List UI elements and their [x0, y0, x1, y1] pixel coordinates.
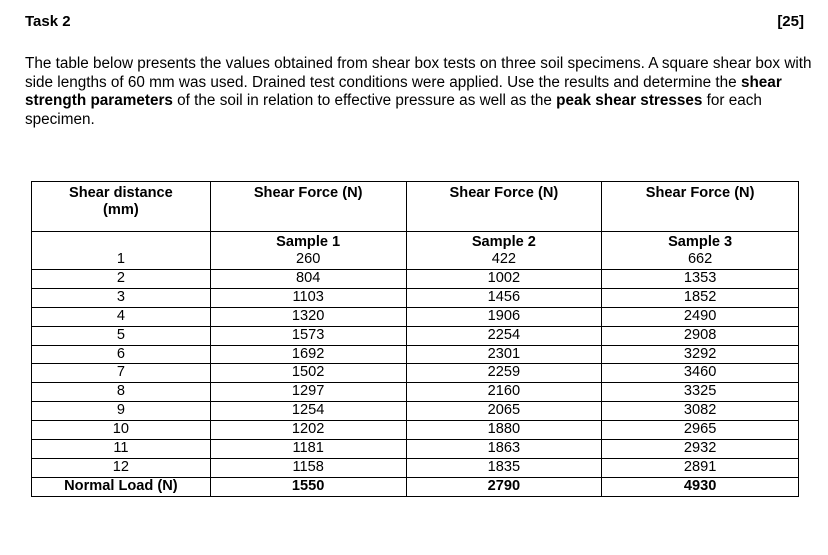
shear-force-cell: 1158	[210, 458, 406, 477]
task-marks: [25]	[777, 13, 804, 30]
table-row	[32, 421, 799, 440]
header-shear-distance-line1: Shear distance	[68, 185, 173, 201]
intro-bold-2: peak shear stresses	[556, 92, 703, 109]
shear-force-cell: 1906	[406, 307, 602, 326]
sample-label-2: Sample 2	[406, 232, 602, 252]
shear-distance-cell: 2	[32, 269, 211, 288]
shear-force-cell: 2932	[602, 440, 799, 459]
shear-force-cell: 1692	[210, 345, 406, 364]
shear-force-cell: 2965	[602, 421, 799, 440]
intro-text-3: for each specimen.	[25, 92, 762, 128]
shear-force-cell: 2301	[406, 345, 602, 364]
shear-force-cell: 2160	[406, 383, 602, 402]
shear-force-cell: 2065	[406, 402, 602, 421]
shear-force-cell: 3325	[602, 383, 799, 402]
shear-distance-cell: 10	[32, 421, 211, 440]
table-row	[32, 307, 799, 326]
shear-force-cell: 1863	[406, 440, 602, 459]
sample-label-3: Sample 3	[602, 232, 799, 252]
normal-load-value: 1550	[210, 477, 406, 496]
shear-force-cell: 3082	[602, 402, 799, 421]
shear-force-cell: 1002	[406, 269, 602, 288]
intro-text-2: of the soil in relation to effective pressure as well as the	[172, 92, 557, 109]
shear-distance-cell: 3	[32, 288, 211, 307]
shear-distance-cell: 6	[32, 345, 211, 364]
shear-force-cell: 2908	[602, 326, 799, 345]
shear-force-cell: 804	[210, 269, 406, 288]
shear-distance-cell: 9	[32, 402, 211, 421]
shear-force-cell: 260	[210, 251, 406, 269]
shear-force-cell: 1320	[210, 307, 406, 326]
table-row	[32, 326, 799, 345]
shear-distance-cell: 4	[32, 307, 211, 326]
shear-force-cell: 2891	[602, 458, 799, 477]
shear-distance-cell: 8	[32, 383, 211, 402]
shear-force-cell: 662	[602, 251, 799, 269]
table-row	[32, 440, 799, 459]
normal-load-row	[32, 477, 799, 496]
shear-force-cell: 2490	[602, 307, 799, 326]
shear-force-cell: 1502	[210, 364, 406, 383]
shear-force-cell: 1880	[406, 421, 602, 440]
sample-label-1: Sample 1	[210, 232, 406, 252]
shear-distance-cell: 1	[32, 251, 211, 269]
table-row	[32, 288, 799, 307]
table-row	[32, 345, 799, 364]
intro-text-1: The table below presents the values obtained from shear box tests on three soil specimens. A square shear box with side lengths of 60 mm was used. Drained test conditions were applied. Use the results and determine the	[25, 55, 812, 91]
shear-force-cell: 1852	[602, 288, 799, 307]
header-shear-force-2: Shear Force (N)	[406, 182, 602, 232]
shear-force-cell: 3292	[602, 345, 799, 364]
table-row	[32, 364, 799, 383]
header-shear-distance	[32, 182, 211, 232]
shear-force-cell: 3460	[602, 364, 799, 383]
normal-load-value: 4930	[602, 477, 799, 496]
shear-force-cell: 1835	[406, 458, 602, 477]
shear-distance-cell: 5	[32, 326, 211, 345]
sample-label-empty	[32, 232, 211, 252]
shear-force-cell: 422	[406, 251, 602, 269]
shear-force-cell: 1353	[602, 269, 799, 288]
shear-force-cell: 2259	[406, 364, 602, 383]
shear-force-cell: 1573	[210, 326, 406, 345]
header-shear-distance-line2: (mm)	[103, 202, 139, 218]
shear-force-cell: 1181	[210, 440, 406, 459]
task-description	[25, 55, 815, 129]
table-row	[32, 269, 799, 288]
shear-distance-cell: 12	[32, 458, 211, 477]
shear-test-table	[31, 181, 799, 497]
normal-load-label: Normal Load (N)	[32, 477, 211, 496]
intro-bold-1: shear strength parameters	[25, 73, 782, 109]
table-body	[32, 182, 799, 497]
shear-distance-cell: 7	[32, 364, 211, 383]
shear-distance-cell: 11	[32, 440, 211, 459]
shear-force-cell: 1456	[406, 288, 602, 307]
header-shear-force-3: Shear Force (N)	[602, 182, 799, 232]
table-header-row	[32, 182, 799, 232]
header-shear-force-1: Shear Force (N)	[210, 182, 406, 232]
table-row	[32, 402, 799, 421]
shear-force-cell: 2254	[406, 326, 602, 345]
sample-label-row	[32, 232, 799, 252]
normal-load-value: 2790	[406, 477, 602, 496]
shear-force-cell: 1297	[210, 383, 406, 402]
shear-force-cell: 1254	[210, 402, 406, 421]
table-row	[32, 458, 799, 477]
shear-force-cell: 1103	[210, 288, 406, 307]
table-row	[32, 251, 799, 269]
shear-force-cell: 1202	[210, 421, 406, 440]
table-row	[32, 383, 799, 402]
task-title: Task 2	[25, 13, 71, 30]
